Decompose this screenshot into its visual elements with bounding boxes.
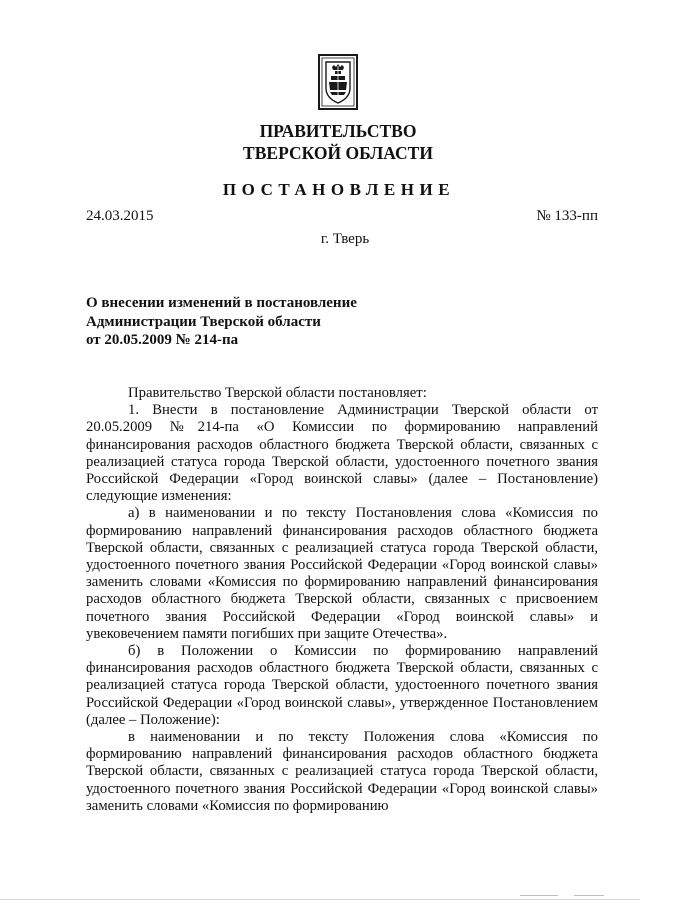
- scan-mark: [520, 895, 558, 896]
- body-paragraph-1: 1. Внести в постановление Администрации Тверской области от 20.05.2009 №214-па «О Комиссии по формированию направлений финансирования расходов областного бюджета Тверской области, связанных с реализацией статуса города Тверской области, удостоенного почетного звания Российской Федерации «Город воинской славы» (далее – Постановление) следующие изменения:: [86, 402, 598, 505]
- scan-mark: [574, 895, 604, 896]
- government-title-line2: ТВЕРСКОЙ ОБЛАСТИ: [243, 143, 433, 163]
- body-paragraph-continuation-wrapper: [86, 729, 598, 814]
- subject-line2: Администрации Тверской области: [86, 313, 321, 330]
- document-date: 24.03.2015: [86, 208, 154, 224]
- subject-line1: О внесении изменений в постановление: [86, 295, 357, 311]
- government-title: [0, 120, 676, 164]
- body-paragraph-intro: Правительство Тверской области постановляет:: [128, 385, 427, 401]
- subject-line3: от 20.05.2009 № 214-па: [86, 332, 239, 348]
- document-city: г. Тверь: [320, 231, 370, 247]
- document-type: ПОСТАНОВЛЕНИЕ: [222, 180, 456, 199]
- scan-edge-line: [0, 899, 640, 900]
- document-subject: [86, 294, 357, 350]
- government-title-line1: ПРАВИТЕЛЬСТВО: [259, 121, 417, 141]
- body-paragraph-b: б) в Положении о Комиссии по формированию направлений финансирования расходов областного бюджета Тверской области, связанных с реализацией статуса города Тверской области, удостоенного почетного звания Российской Федерации «Город воинской славы», утвержденное Постановлением (далее – Положение):: [86, 643, 598, 728]
- body-paragraph-continuation: в наименовании и по тексту Положения слова «Комиссия по формированию направлений финансирования расходов областного бюджета Тверской области, связанных с реализацией статуса города Тверской области, удостоенного почетного звания Российской Федерации «Город воинской славы» заменить словами «Комиссия по формированию: [86, 729, 598, 814]
- document-number: № 133-пп: [536, 208, 598, 224]
- coat-of-arms-icon: [318, 54, 358, 110]
- body-paragraph-a: а) в наименовании и по тексту Постановления слова «Комиссия по формированию направлений финансирования расходов областного бюджета Тверской области, связанных с реализацией статуса города Тверской области, удостоенного почетного звания Российской Федерации «Город воинской славы» заменить словами «Комиссия по формированию направлений финансирования расходов областного бюджета Тверской области, связанных с присвоением почетного звания Российской Федерации «Город воинской славы» и увековечением памяти погибших при защите Отечества».: [86, 505, 598, 642]
- document-body: [86, 385, 598, 814]
